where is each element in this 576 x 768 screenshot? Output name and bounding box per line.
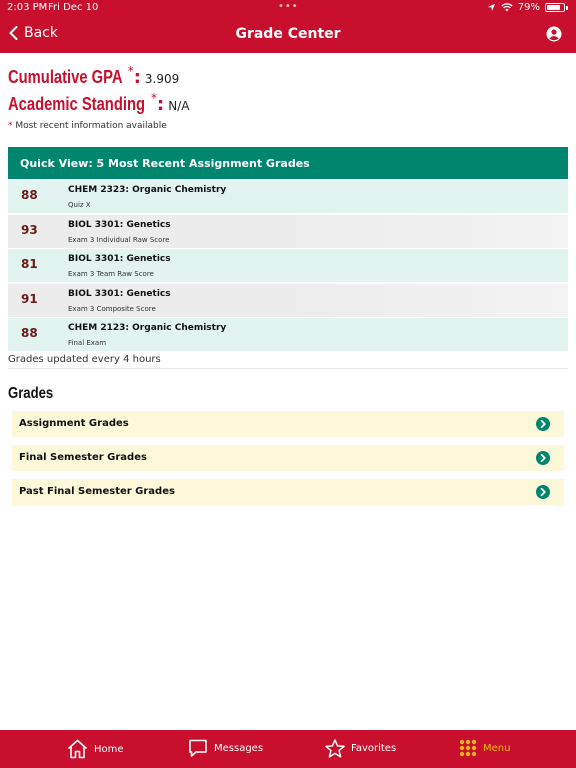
- star-icon: [325, 739, 345, 758]
- note-asterisk: *: [8, 121, 13, 131]
- back-label: Back: [24, 25, 58, 41]
- battery-percent: 79%: [517, 2, 540, 13]
- assignment-name: Final Exam: [68, 339, 107, 347]
- grades-section-title: Grades: [8, 385, 54, 402]
- status-date: Fri Dec 10: [48, 2, 99, 13]
- page-title: Grade Center: [235, 26, 341, 42]
- list-item[interactable]: [8, 249, 568, 282]
- list-item[interactable]: [8, 215, 568, 248]
- assignment-name: Quiz X: [68, 201, 91, 209]
- standing-label: Academic Standing: [8, 94, 145, 114]
- update-note: Grades updated every 4 hours: [8, 354, 161, 365]
- info-note: [8, 121, 167, 131]
- gpa-colon: :: [133, 67, 141, 88]
- arrow-circle-right-icon: [536, 451, 550, 465]
- bottom-tab-bar: [0, 730, 576, 768]
- grade-value: 88: [21, 188, 38, 202]
- wifi-icon: [501, 3, 513, 12]
- tab-favorites[interactable]: [325, 739, 396, 758]
- status-bar: [0, 0, 576, 16]
- divider: [8, 368, 568, 369]
- arrow-circle-right-icon: [536, 485, 550, 499]
- assignment-name: Exam 3 Team Raw Score: [68, 270, 154, 278]
- list-item[interactable]: [8, 284, 568, 317]
- tab-messages[interactable]: [188, 739, 263, 758]
- arrow-circle-right-icon: [536, 417, 550, 431]
- tab-home[interactable]: [67, 739, 124, 759]
- grade-item-label: Assignment Grades: [19, 418, 129, 429]
- standing-row: [8, 91, 190, 115]
- gpa-row: [8, 64, 180, 88]
- grade-value: 81: [21, 257, 38, 271]
- home-icon: [67, 739, 88, 759]
- gpa-asterisk: *: [127, 64, 134, 78]
- grade-value: 88: [21, 326, 38, 340]
- tab-menu-label: Menu: [483, 742, 511, 754]
- standing-value: N/A: [168, 99, 190, 113]
- final-semester-grades-button[interactable]: [12, 445, 564, 471]
- message-bubble-icon: [188, 739, 208, 758]
- standing-colon: :: [157, 94, 165, 115]
- grid-menu-icon: [459, 739, 477, 757]
- quick-view-header: Quick View: 5 Most Recent Assignment Grades: [8, 147, 568, 179]
- list-item[interactable]: [8, 318, 568, 351]
- course-name: CHEM 2323: Organic Chemistry: [68, 185, 227, 195]
- battery-tip: [566, 6, 568, 10]
- tab-menu[interactable]: [459, 739, 510, 757]
- assignment-name: Exam 3 Composite Score: [68, 304, 156, 313]
- grade-item-label: Past Final Semester Grades: [19, 486, 175, 497]
- grade-value: 93: [21, 222, 38, 237]
- quick-view-list: [8, 180, 568, 353]
- location-icon: [487, 3, 496, 12]
- app-header: [0, 0, 576, 53]
- course-name: CHEM 2123: Organic Chemistry: [68, 323, 227, 333]
- gpa-label: Cumulative GPA: [8, 67, 123, 87]
- battery-icon: [545, 3, 565, 12]
- grade-item-label: Final Semester Grades: [19, 452, 147, 463]
- status-right: [487, 2, 568, 13]
- assignment-name: Exam 3 Individual Raw Score: [68, 235, 170, 244]
- gpa-value: 3.909: [144, 72, 180, 86]
- profile-icon[interactable]: [546, 26, 562, 42]
- standing-asterisk: *: [151, 91, 158, 105]
- past-final-semester-grades-button[interactable]: [12, 479, 564, 505]
- course-name: BIOL 3301: Genetics: [68, 219, 171, 230]
- grade-value: 91: [21, 291, 38, 306]
- status-time: 2:03 PM: [7, 2, 48, 13]
- tab-messages-label: Messages: [214, 743, 264, 754]
- course-name: BIOL 3301: Genetics: [68, 254, 171, 264]
- list-item[interactable]: [8, 180, 568, 213]
- course-name: BIOL 3301: Genetics: [68, 288, 171, 299]
- tab-home-label: Home: [94, 743, 124, 755]
- tab-favorites-label: Favorites: [351, 743, 397, 754]
- note-text: Most recent information available: [15, 121, 167, 131]
- multitask-dots-icon[interactable]: •••: [278, 1, 299, 12]
- assignment-grades-button[interactable]: [12, 411, 564, 437]
